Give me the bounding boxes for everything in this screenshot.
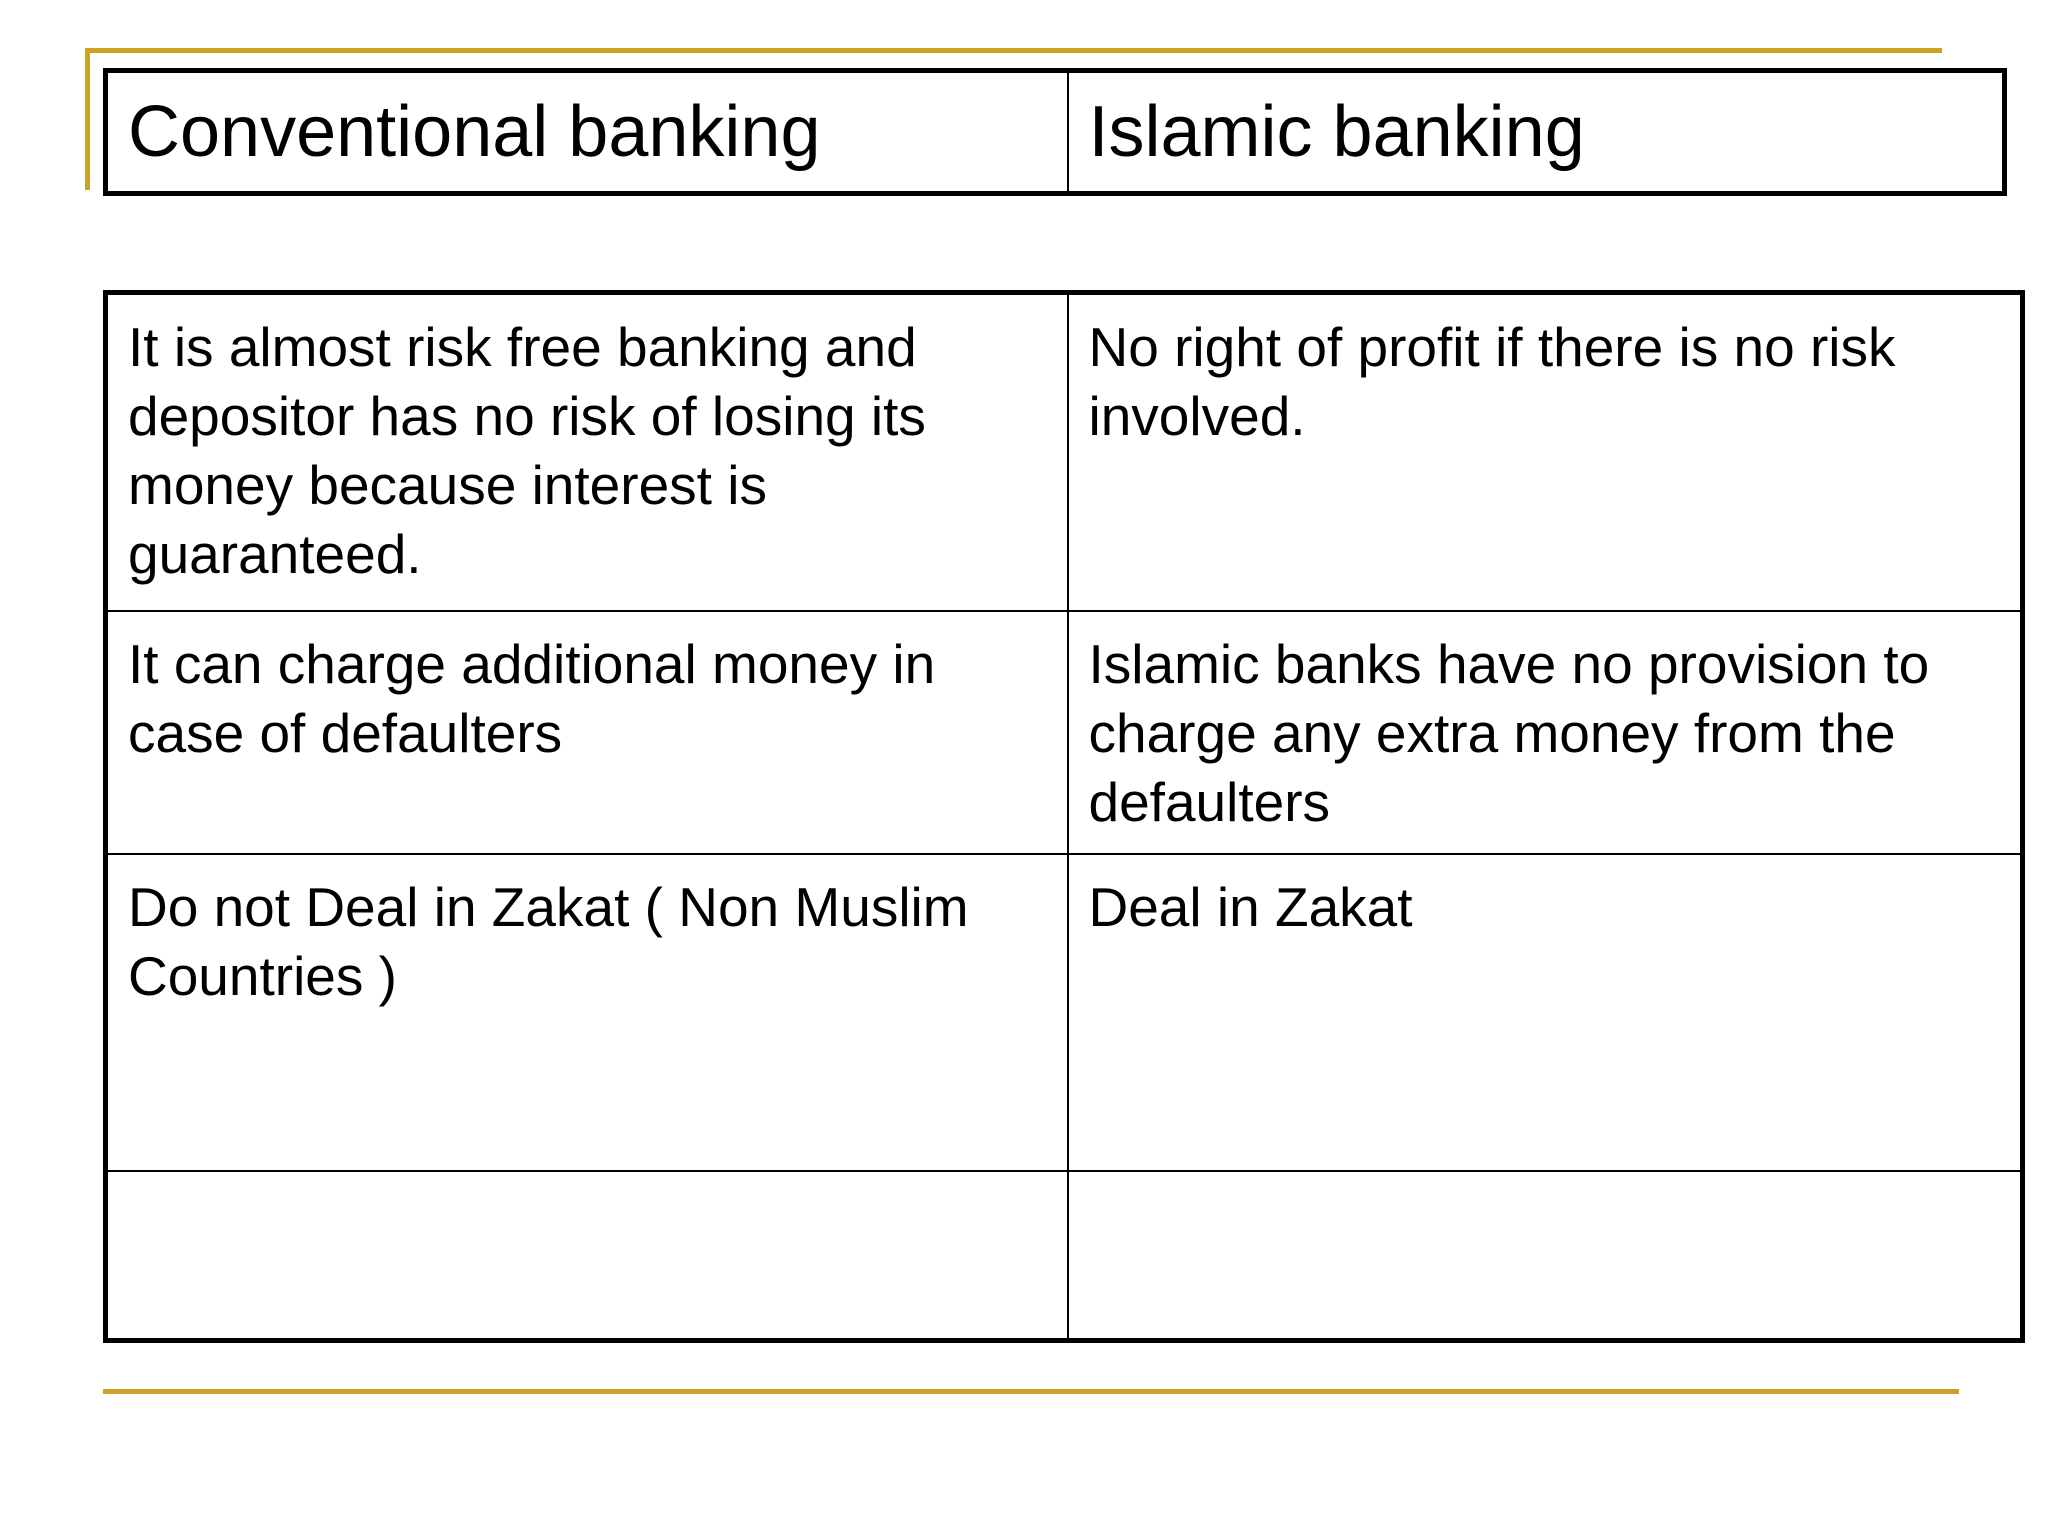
table-row (106, 1171, 2023, 1341)
accent-line-top (85, 48, 1942, 53)
comparison-header-table (103, 68, 2007, 196)
table-row (106, 293, 2023, 611)
islamic-cell: Islamic banks have no provision to charge any extra money from the defaulters (1068, 611, 2023, 854)
comparison-body-table (103, 290, 2025, 1343)
islamic-cell (1068, 1171, 2023, 1341)
accent-line-left (85, 48, 90, 190)
conventional-cell (106, 1171, 1068, 1341)
header-conventional-banking: Conventional banking (106, 71, 1068, 194)
conventional-cell: Do not Deal in Zakat ( Non Muslim Countries ) (106, 854, 1068, 1171)
islamic-cell: Deal in Zakat (1068, 854, 2023, 1171)
conventional-cell: It can charge additional money in case of defaulters (106, 611, 1068, 854)
accent-line-bottom (103, 1389, 1959, 1394)
table-row (106, 854, 2023, 1171)
header-islamic-banking: Islamic banking (1088, 92, 1585, 172)
table-row (106, 611, 2023, 854)
header-row (106, 71, 2005, 194)
islamic-cell: No right of profit if there is no risk involved. (1068, 293, 2023, 611)
conventional-cell: It is almost risk free banking and depositor has no risk of losing its money because interest is guaranteed. (106, 293, 1068, 611)
